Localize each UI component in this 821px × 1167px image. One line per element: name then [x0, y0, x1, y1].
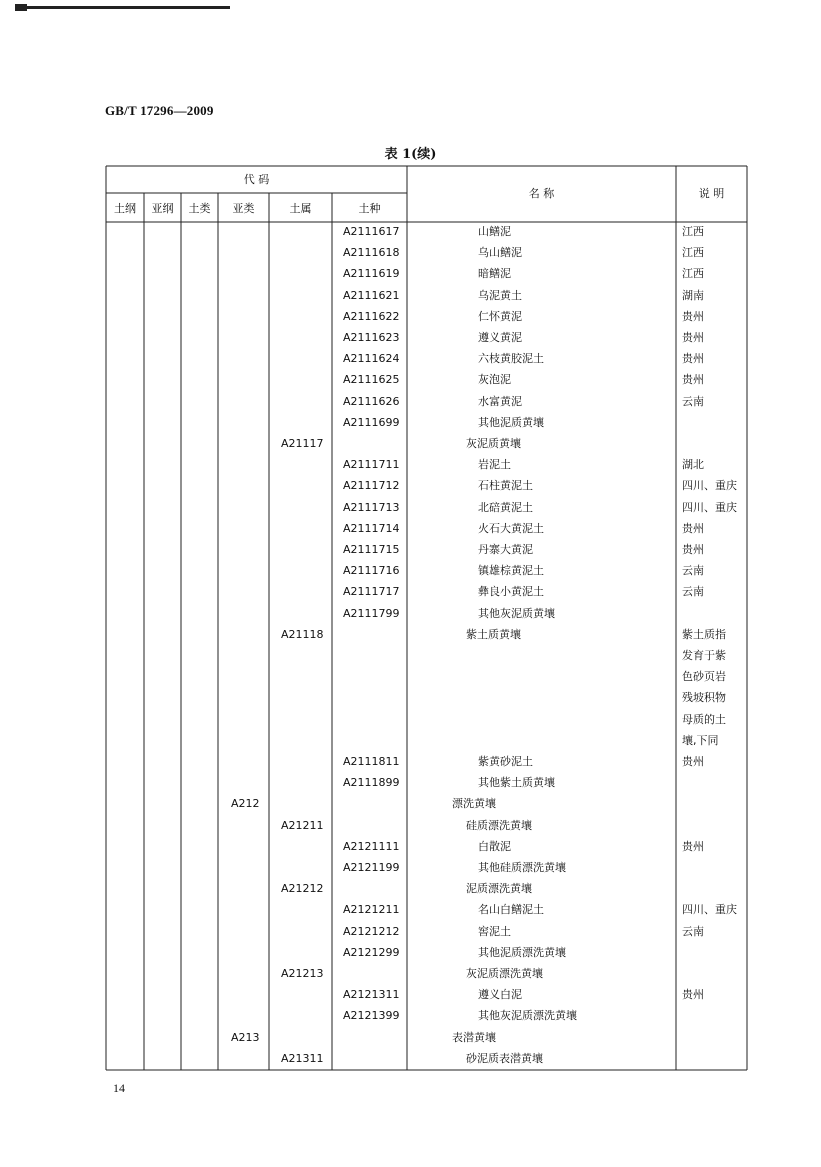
cell-series: A2111712 — [343, 479, 400, 492]
cell-note: 四川、重庆 — [682, 479, 737, 492]
cell-name: 紫土质黄壤 — [466, 628, 521, 641]
cell-name: 表潜黄壤 — [452, 1031, 496, 1044]
table-caption: 表 1(续) — [384, 147, 437, 162]
cell-subgroup: A212 — [231, 797, 260, 810]
header-suborder: 亚纲 — [151, 202, 174, 215]
header-series: 土种 — [358, 202, 381, 215]
cell-family: A21211 — [281, 819, 324, 832]
cell-note: 贵州 — [682, 755, 704, 768]
cell-note: 贵州 — [682, 522, 704, 535]
cell-series: A2121399 — [343, 1009, 400, 1022]
cell-series: A2111622 — [343, 310, 400, 323]
cell-note: 云南 — [682, 585, 704, 598]
cell-name: 灰泥质黄壤 — [466, 437, 521, 450]
cell-family: A21117 — [281, 437, 324, 450]
cell-series: A2121111 — [343, 840, 400, 853]
cell-name: 其他灰泥质黄壤 — [478, 607, 555, 620]
cell-name: 镇雄棕黄泥土 — [478, 564, 544, 577]
cell-name: 遵义白泥 — [478, 988, 522, 1001]
scan-edge-mark — [15, 6, 230, 9]
cell-name: 丹寨大黄泥 — [478, 543, 533, 556]
cell-note: 贵州 — [682, 352, 704, 365]
cell-name: 其他硅质漂洗黄壤 — [478, 861, 566, 874]
cell-note: 贵州 — [682, 310, 704, 323]
cell-note: 湖北 — [682, 458, 704, 471]
cell-series: A2111716 — [343, 564, 400, 577]
cell-note: 云南 — [682, 395, 704, 408]
header-note: 说 明 — [698, 187, 725, 200]
cell-note: 湖南 — [682, 289, 704, 302]
cell-series: A2111618 — [343, 246, 400, 259]
scan-edge-mark-corner — [15, 4, 27, 11]
cell-note: 江西 — [682, 267, 704, 280]
cell-series: A2121299 — [343, 946, 400, 959]
cell-note: 江西 — [682, 225, 704, 238]
cell-note: 贵州 — [682, 988, 704, 1001]
cell-name: 窖泥土 — [478, 925, 511, 938]
cell-name: 遵义黄泥 — [478, 331, 522, 344]
cell-note: 江西 — [682, 246, 704, 259]
cell-name: 砂泥质表潜黄壤 — [466, 1052, 543, 1065]
cell-note: 紫土质指 — [682, 628, 726, 641]
cell-name: 漂洗黄壤 — [452, 797, 496, 810]
cell-name: 石柱黄泥土 — [478, 479, 533, 492]
cell-name: 水富黄泥 — [478, 395, 522, 408]
cell-series: A2121199 — [343, 861, 400, 874]
cell-family: A21213 — [281, 967, 324, 980]
cell-name: 泥质漂洗黄壤 — [466, 882, 532, 895]
cell-series: A2111617 — [343, 225, 400, 238]
cell-name: 岩泥土 — [478, 458, 511, 471]
cell-note: 色砂页岩 — [682, 670, 726, 683]
cell-note: 贵州 — [682, 840, 704, 853]
header-code-group: 代 码 — [243, 173, 270, 186]
cell-name: 北碚黄泥土 — [478, 501, 533, 514]
cell-series: A2111899 — [343, 776, 400, 789]
standard-code: GB/T 17296—2009 — [105, 103, 214, 118]
cell-series: A2111624 — [343, 352, 400, 365]
cell-note: 残坡积物 — [682, 691, 726, 704]
cell-family: A21118 — [281, 628, 324, 641]
cell-name: 灰泥质漂洗黄壤 — [466, 967, 543, 980]
cell-series: A2111619 — [343, 267, 400, 280]
header-name: 名 称 — [528, 187, 555, 200]
cell-name: 其他灰泥质漂洗黄壤 — [478, 1009, 577, 1022]
header-order: 土纲 — [114, 202, 136, 215]
cell-series: A2111711 — [343, 458, 400, 471]
cell-series: A2111625 — [343, 373, 400, 386]
cell-series: A2111621 — [343, 289, 400, 302]
cell-name: 彝良小黄泥土 — [478, 585, 544, 598]
cell-name: 紫黄砂泥土 — [478, 755, 533, 768]
cell-series: A2111623 — [343, 331, 400, 344]
cell-series: A2111713 — [343, 501, 400, 514]
cell-series: A2121212 — [343, 925, 400, 938]
cell-name: 乌山鳝泥 — [478, 246, 522, 259]
cell-name: 名山白鳝泥土 — [478, 903, 544, 916]
header-great-group: 土类 — [188, 202, 211, 215]
cell-series: A2111715 — [343, 543, 400, 556]
cell-name: 灰泡泥 — [478, 373, 511, 386]
cell-family: A21311 — [281, 1052, 324, 1065]
cell-series: A2111811 — [343, 755, 400, 768]
cell-family: A21212 — [281, 882, 324, 895]
cell-series: A2121311 — [343, 988, 400, 1001]
cell-name: 其他泥质漂洗黄壤 — [478, 946, 566, 959]
cell-series: A2111717 — [343, 585, 400, 598]
cell-note: 母质的土 — [682, 713, 726, 726]
cell-series: A2111699 — [343, 416, 400, 429]
header-family: 土属 — [289, 202, 312, 215]
cell-note: 贵州 — [682, 331, 704, 344]
cell-name: 山鳝泥 — [478, 225, 511, 238]
cell-series: A2111626 — [343, 395, 400, 408]
cell-series: A2121211 — [343, 903, 400, 916]
cell-name: 乌泥黄土 — [478, 289, 522, 302]
cell-note: 四川、重庆 — [682, 903, 737, 916]
cell-subgroup: A213 — [231, 1031, 260, 1044]
cell-name: 火石大黄泥土 — [478, 522, 544, 535]
cell-name: 其他泥质黄壤 — [478, 416, 544, 429]
cell-note: 四川、重庆 — [682, 501, 737, 514]
cell-series: A2111799 — [343, 607, 400, 620]
cell-note: 贵州 — [682, 373, 704, 386]
cell-note: 云南 — [682, 925, 704, 938]
cell-note: 云南 — [682, 564, 704, 577]
cell-name: 六枝黄胶泥土 — [478, 352, 544, 365]
header-subgroup: 亚类 — [232, 202, 255, 215]
cell-name: 暗鳝泥 — [478, 267, 511, 280]
cell-note: 贵州 — [682, 543, 704, 556]
cell-name: 其他紫土质黄壤 — [478, 776, 555, 789]
cell-note: 发育于紫 — [682, 649, 726, 662]
cell-note: 壤,下同 — [682, 734, 719, 747]
cell-name: 仁怀黄泥 — [478, 310, 522, 323]
page-number: 14 — [113, 1081, 125, 1095]
cell-name: 白散泥 — [478, 840, 511, 853]
cell-name: 硅质漂洗黄壤 — [466, 819, 532, 832]
cell-series: A2111714 — [343, 522, 400, 535]
